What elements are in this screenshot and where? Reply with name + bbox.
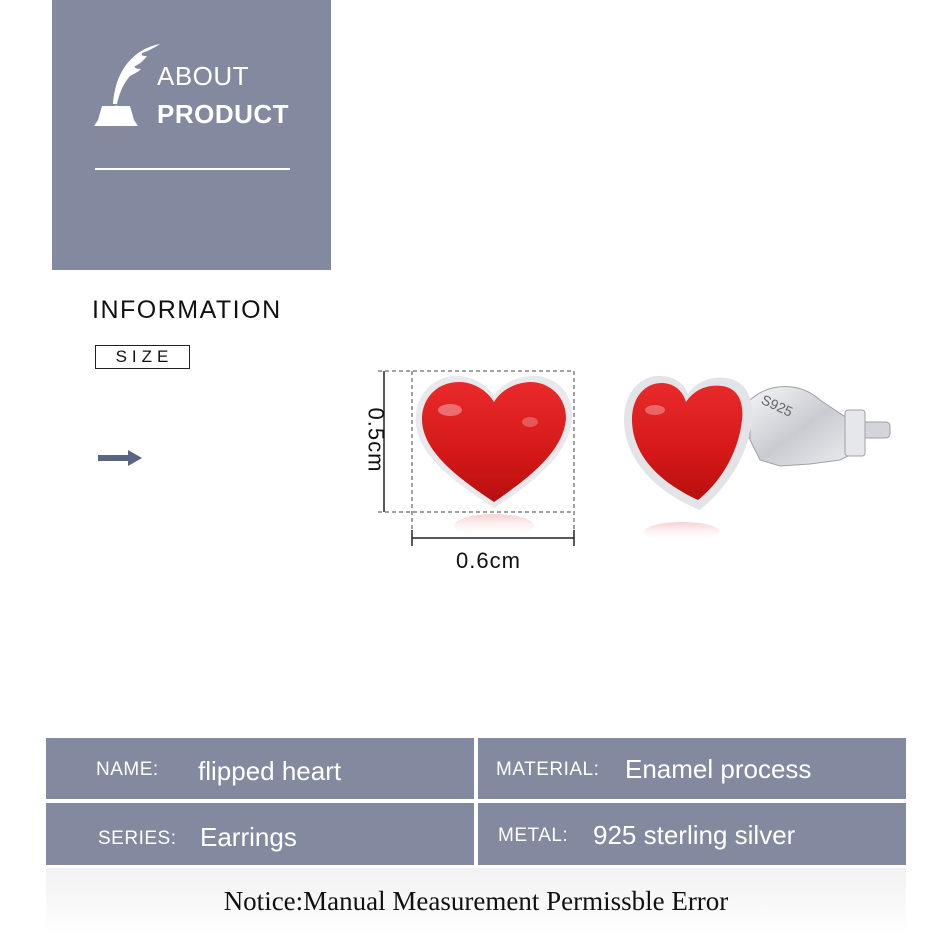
product-heading: PRODUCT [157, 99, 290, 129]
material-label: MATERIAL: [496, 759, 600, 780]
quill-inkwell-icon [94, 42, 162, 128]
series-value: Earrings [200, 822, 297, 852]
spec-series [46, 803, 474, 865]
metal-value: 925 sterling silver [593, 820, 796, 850]
spec-table [46, 738, 906, 865]
about-product-panel [52, 0, 331, 270]
width-dimension: 0.6cm [456, 548, 521, 573]
divider [95, 168, 290, 170]
size-badge: SIZE [95, 345, 190, 369]
product-image [340, 360, 900, 580]
series-label: SERIES: [98, 828, 177, 849]
information-heading: INFORMATION [92, 296, 282, 324]
s925-stamp: S925 [758, 391, 796, 420]
arrow-right-icon [98, 450, 142, 466]
spec-metal [478, 803, 906, 865]
spec-material [478, 738, 906, 799]
spec-name [46, 738, 474, 799]
about-heading: ABOUT [157, 61, 250, 91]
material-value: Enamel process [625, 754, 812, 784]
notice-text: Notice:Manual Measurement Permissble Error [223, 886, 729, 916]
name-label: NAME: [96, 759, 159, 780]
metal-label: METAL: [498, 825, 569, 846]
notice-bar [46, 868, 906, 938]
height-dimension: 0.5cm [363, 407, 389, 473]
name-value: flipped heart [198, 756, 342, 786]
